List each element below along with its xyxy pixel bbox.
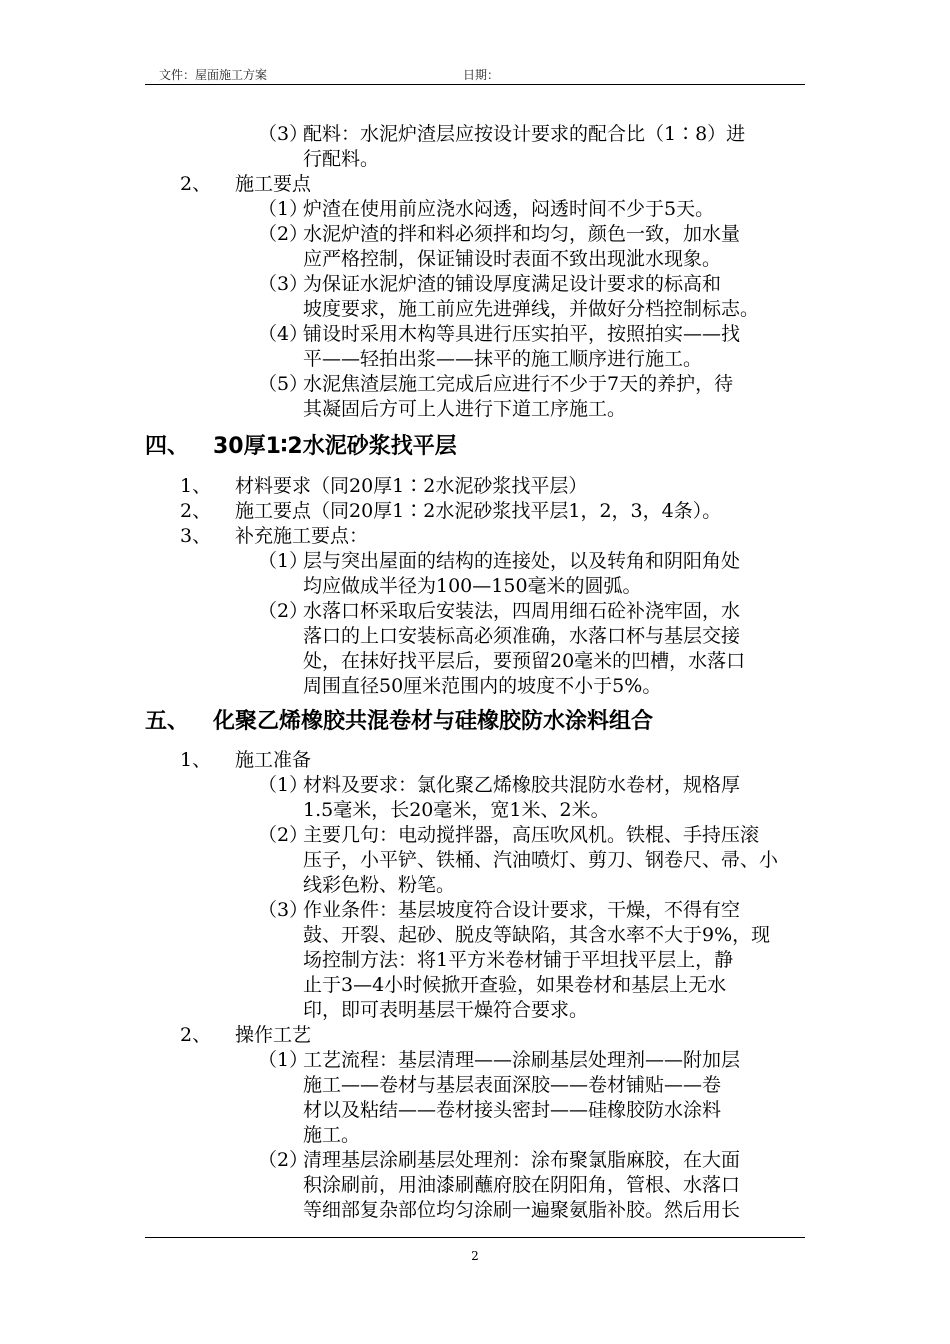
list-number: （4） (258, 323, 309, 345)
list-number: （2） (258, 1149, 309, 1171)
text-line: 压子，小平铲、铁桶、汽油喷灯、剪刀、钢卷尺、帚、小 (303, 849, 779, 871)
text-line: 作业条件：基层坡度符合设计要求，干燥，不得有空 (303, 899, 741, 921)
text-line: 铺设时采用木构等具进行压实拍平，按照拍实——找 (303, 323, 741, 345)
list-number: （2） (258, 223, 309, 245)
list-item-text (303, 222, 813, 272)
text-line: 层与突出屋面的结构的连接处，以及转角和阴阳角处 (303, 550, 741, 572)
list-number: 五、 (145, 709, 190, 734)
list-number: （5） (258, 373, 309, 395)
text-line: 积涂刷前，用油漆刷蘸府胶在阴阳角，管根、水落口 (303, 1174, 741, 1196)
text-line: 其凝固后方可上人进行下道工序施工。 (303, 398, 627, 420)
list-number: 3、 (180, 525, 212, 547)
list-item-text (303, 823, 813, 898)
text-line: 水泥焦渣层施工完成后应进行不少于7天的养护，待 (303, 373, 734, 395)
subsection-title: 补充施工要点： (235, 525, 369, 547)
list-number: （3） (258, 899, 309, 921)
text-line: 材料及要求：氯化聚乙烯橡胶共混防水卷材，规格厚 (303, 774, 741, 796)
section-title: 化聚乙烯橡胶共混卷材与硅橡胶防水涂料组合 (213, 709, 654, 734)
text-line: 线彩色粉、粉笔。 (303, 874, 456, 896)
text-line: 周围直径50厘米范围内的坡度不小于5%。 (303, 675, 662, 697)
list-number: （2） (258, 600, 309, 622)
list-item-text (303, 773, 813, 823)
list-item-text (303, 1048, 813, 1148)
list-item-text (303, 898, 813, 1023)
subsection-title: 施工要点（同20厚1∶2水泥砂浆找平层1，2，3，4条）。 (235, 500, 722, 522)
text-line: 落口的上口安装标高必须准确，水落口杯与基层交接 (303, 625, 741, 647)
subsection-title: 操作工艺 (235, 1024, 312, 1046)
page-header (145, 66, 805, 84)
text-line: 等细部复杂部位均匀涂刷一遍聚氨脂补胶。然后用长 (303, 1199, 741, 1221)
header-date-label: 日期： (463, 68, 500, 82)
list-number: （1） (258, 198, 309, 220)
text-line: 水泥炉渣的拌和料必须拌和均匀，颜色一致，加水量 (303, 223, 741, 245)
section-title: 30厚1∶2水泥砂浆找平层 (213, 434, 457, 459)
subsection-title: 施工要点 (235, 173, 312, 195)
list-number: 1、 (180, 475, 212, 497)
text-line: 炉渣在使用前应浇水闷透，闷透时间不少于5天。 (303, 198, 715, 220)
list-item-text (303, 372, 813, 422)
list-item-text (303, 549, 813, 599)
footer-rule (145, 1237, 805, 1238)
list-number: （3） (258, 273, 309, 295)
text-line: 水落口杯采取后安装法，四周用细石砼补浇牢固，水 (303, 600, 741, 622)
list-number: 2、 (180, 173, 212, 195)
list-number: （1） (258, 774, 309, 796)
list-item-text (303, 599, 813, 699)
subsection-title: 材料要求（同20厚1∶2水泥砂浆找平层） (235, 475, 588, 497)
text-line: 材以及粘结——卷材接头密封——硅橡胶防水涂料 (303, 1099, 722, 1121)
text-line: 止于3—4小时候掀开查验，如果卷材和基层上无水 (303, 974, 727, 996)
list-item-text (303, 322, 813, 372)
text-line: 清理基层涂刷基层处理剂：涂布聚氯脂麻胶，在大面 (303, 1149, 741, 1171)
text-line: 为保证水泥炉渣的铺设厚度满足设计要求的标高和 (303, 273, 722, 295)
subsection-title: 施工准备 (235, 749, 312, 771)
list-item-text (303, 197, 813, 222)
list-number: 1、 (180, 749, 212, 771)
list-number: （2） (258, 824, 309, 846)
list-number: （1） (258, 1049, 309, 1071)
text-line: 处，在抹好找平层后，要预留20毫米的凹槽，水落口 (303, 650, 746, 672)
list-item-text (303, 1148, 813, 1223)
text-line: 场控制方法：将1平方米卷材铺于平坦找平层上，静 (303, 949, 734, 971)
list-number: （3） (258, 123, 309, 145)
text-line: 配料：水泥炉渣层应按设计要求的配合比（1∶8）进 (303, 123, 746, 145)
header-file-label: 文件：屋面施工方案 (159, 68, 268, 82)
list-item-text (303, 122, 813, 172)
text-line: 应严格控制，保证铺设时表面不致出现泚水现象。 (303, 248, 722, 270)
text-line: 印，即可表明基层干燥符合要求。 (303, 999, 589, 1021)
text-line: 施工。 (303, 1124, 361, 1146)
page-number: 2 (471, 1249, 479, 1263)
text-line: 平——轻拍出浆——抹平的施工顺序进行施工。 (303, 348, 703, 370)
list-number: 四、 (145, 434, 190, 459)
list-item-text (303, 272, 813, 322)
text-line: 1.5毫米，长20毫米，宽1米、2米。 (303, 799, 610, 821)
text-line: 施工——卷材与基层表面深胶——卷材铺贴——卷 (303, 1074, 722, 1096)
header-rule (145, 84, 805, 85)
list-number: （1） (258, 550, 309, 572)
text-line: 行配料。 (303, 148, 380, 170)
text-line: 坡度要求，施工前应先进弹线，并做好分档控制标志。 (303, 298, 760, 320)
list-number: 2、 (180, 500, 212, 522)
text-line: 鼓、开裂、起砂、脱皮等缺陷，其含水率不大于9%，现 (303, 924, 771, 946)
text-line: 工艺流程：基层清理——涂刷基层处理剂——附加层 (303, 1049, 741, 1071)
list-number: 2、 (180, 1024, 212, 1046)
text-line: 主要几句：电动搅拌器，高压吹风机。铁棍、手持压滚 (303, 824, 760, 846)
text-line: 均应做成半径为100—150毫米的圆弧。 (303, 575, 642, 597)
